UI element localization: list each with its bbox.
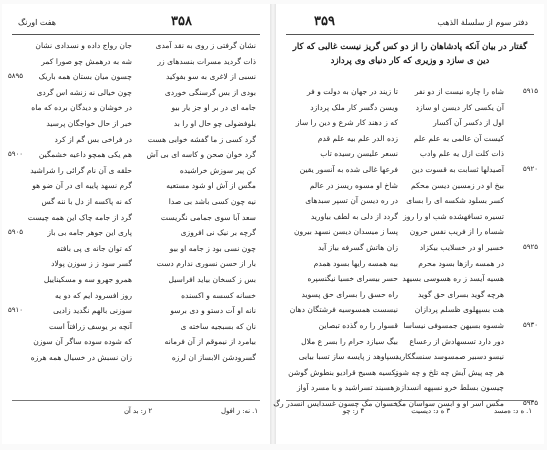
- hemistich: که شوده سوده ساگر آن سوزن: [33, 337, 132, 347]
- hemistich: چون نسی بود ز جامه او بیو: [169, 243, 256, 253]
- verse-number: ۵۸۹۵: [8, 72, 24, 81]
- hemistich: دور دارد تسسهادش از رعساع: [409, 336, 504, 346]
- right-page-header: [286, 14, 534, 35]
- verse-line: [2, 54, 270, 70]
- verse-line: [276, 100, 544, 116]
- hemistich: تکسیه هسیج قرادیو بنطوش گوشن: [288, 367, 398, 377]
- hemistich: آصیدلها ثسابت به قسوت دین: [411, 164, 504, 174]
- hemistich: بیخ او در زمسین دیسن محکم: [410, 180, 504, 190]
- hemistich: شساه را از فریب نفس حرون: [409, 227, 504, 237]
- verse-line: [2, 256, 270, 272]
- left-running-head: هفت اورنگ: [18, 18, 56, 27]
- verse-line: [276, 84, 544, 100]
- hemistich: چون خیالی نه زنشه اس گردی: [36, 87, 132, 97]
- hemistich: گرد خوان صحن و کاسه ای بی آش: [146, 150, 256, 160]
- hemistich: زان هاتش گسرفه بیاز آید: [318, 242, 398, 252]
- hemistich: چسون میان بستان همه باریک: [38, 72, 132, 82]
- hemistich: کیست آن عالمی به علم علم: [413, 133, 504, 143]
- verse-line: [276, 271, 544, 287]
- hemistich: روز افسرود ایم که دو یه: [54, 290, 132, 300]
- verse-number: ۵۹۱۵: [522, 87, 538, 95]
- hemistich: بار از حسن نسوری ندارم دست: [156, 259, 256, 269]
- verse-line: [276, 178, 544, 194]
- hemistich: اول از دکسر آن آکسار: [433, 118, 504, 128]
- verse-line: [276, 334, 544, 350]
- hemistich: شاه را چاره نیست از دو نفر: [414, 87, 504, 96]
- left-page-header: [12, 14, 260, 35]
- hemistich: خبر از حال خواجگان پرسید: [46, 118, 132, 128]
- hemistich: راه حسق را بسرای حق پسوید: [301, 289, 398, 299]
- hemistich: کسر بسلود شکسه ای را بسای: [406, 196, 504, 206]
- hemistich: ذات کلت ازل یه علم وادب: [419, 149, 504, 159]
- hemistich: تا زیند در جهان به دولت و فر: [306, 87, 398, 96]
- verse-line: [2, 147, 270, 163]
- hemistich: سعد آبا سوی جمامی نگریست: [160, 212, 256, 222]
- hemistich: حسر بیسرای خسیا نیگنسپره: [307, 274, 398, 284]
- hemistich: هرچه گوید بسرای حق گوید: [417, 289, 504, 299]
- verse-line: [2, 116, 270, 132]
- hemistich: جان رواج داده و نسدادی نشان: [35, 41, 132, 50]
- hemistich: هسیه آیسد ز ره هسوسی بسیهد: [402, 274, 504, 284]
- hemistich: زهسیند تسراشید و با مسرد آواز: [297, 383, 398, 393]
- hemistich: نسپاوهد ز پایسه ساز تسبا بیایی: [298, 352, 398, 362]
- hemistich: قسوار را ره گذده تبصاین: [318, 320, 398, 330]
- hemistich: نسعر علیسن رسیده تاب: [320, 149, 398, 159]
- hemistich: در فراخی بس گم از کرد: [54, 134, 132, 144]
- hemistich: نان که بسبجیه ساخته ی: [180, 321, 256, 331]
- hemistich: همرو جهرو سه و مسکیناییل: [43, 274, 132, 284]
- verse-line: [2, 288, 270, 304]
- verse-number: ۵۹۰۰: [8, 150, 24, 159]
- hemistich: گسر سود ز ز سوزن پولاد: [51, 259, 132, 269]
- verse-line: [2, 334, 270, 350]
- right-page-number: ۳۵۹: [314, 14, 335, 29]
- hemistich: ذات گردید مسرات بنسدهای زر: [157, 56, 256, 66]
- right-verse-block: [273, 84, 544, 411]
- section-heading-line: دین ی سازد و وزیری که کار دنیای وی پردازد: [330, 56, 490, 66]
- hemistich: تسیره تسافهشده شب او را روز: [403, 211, 504, 221]
- verse-line: [276, 240, 544, 256]
- hemistich: پسا ز میسدان دیسن نسهد بیرون: [293, 227, 398, 237]
- hemistich: مگس اسر او و ابسن سواسان مگ: [395, 398, 504, 408]
- verse-line: [276, 146, 544, 162]
- left-footnotes: [12, 407, 260, 421]
- footnote: ۳ ه د: دیسیت: [411, 407, 450, 415]
- hemistich: مگس از آش او شود مستعیه: [166, 181, 256, 191]
- verse-line: [276, 287, 544, 303]
- hemistich: شسوه بسیهن جمسوفی نیساسا: [403, 320, 504, 330]
- hemistich: که نه پاکسه از دل با ننه گس: [41, 196, 132, 206]
- verse-line: [2, 85, 270, 101]
- hemistich: جامه ای در بر او جز یار بیو: [171, 103, 256, 113]
- hemistich: آن یکسی کار دیسن او سازد: [415, 102, 504, 112]
- footnote: ۲ ز: بد آن: [123, 407, 152, 415]
- verse-line: [276, 224, 544, 240]
- footnote: ۱. ه د: ه‌مسد: [493, 407, 532, 415]
- verse-line: [2, 241, 270, 257]
- verse-line: [276, 131, 544, 147]
- hemistich: بس ز کسخان بیاید افراسیل: [168, 274, 256, 284]
- hemistich: پاری این جوهر جامه بی باز: [47, 228, 132, 238]
- right-footnote-rule: [286, 400, 534, 401]
- hemistich: در خوشان و دیدگان برده که ماه: [31, 103, 132, 113]
- footnote: ۱. نه: ز افول: [221, 407, 258, 415]
- verse-number: ۵۹۳۵: [522, 398, 538, 407]
- verse-number: ۵۹۲۵: [522, 242, 538, 251]
- verse-line: [2, 303, 270, 319]
- verse-line: [276, 115, 544, 131]
- hemistich: کن پیر سوزش خراشیده: [179, 165, 256, 175]
- hemistich: نیسست همسوسیه فرشتگان دهان: [289, 305, 398, 315]
- right-running-head: دفتر سوم از سلسلة الذهب: [437, 18, 528, 27]
- hemistich: بیگ سیازد حرام را بسر ع ملال: [301, 336, 398, 346]
- right-page: [273, 4, 544, 444]
- hemistich: که توان جانه ی پی بافته: [56, 243, 132, 253]
- footnote: ۳ ز: چو: [342, 407, 364, 415]
- verse-line: [276, 302, 544, 318]
- verse-line: [2, 163, 270, 179]
- hemistich: زان نسبش در خسیال همه هرزه: [30, 352, 132, 362]
- verse-line: [276, 256, 544, 272]
- verse-line: [2, 132, 270, 148]
- hemistich: حلقه ی آن نام گرائی را شراشید: [30, 165, 132, 175]
- hemistich: در ره دیسن آن تسپر سبدهای: [305, 196, 398, 206]
- hemistich: شاخ او مسوه ریسز در عالم: [309, 180, 398, 190]
- verse-line: [2, 178, 270, 194]
- hemistich: گسرودشن الابساز ان لرزه: [171, 352, 256, 362]
- verse-line: [276, 365, 544, 381]
- hemistich: بودی از بس گرسنگی خوردی: [164, 87, 256, 97]
- verse-line: [2, 38, 270, 54]
- hemistich: هم یکی همچو داعیه خشمگین: [38, 150, 132, 160]
- hemistich: چیسون بسلط خرو نسپهه انسدازه: [396, 383, 504, 393]
- hemistich: که ز دهند کار شرع و دین را ساز: [295, 118, 398, 128]
- verse-line: [2, 272, 270, 288]
- left-page-number: ۳۵۸: [171, 14, 192, 29]
- verse-line: [276, 162, 544, 178]
- hemistich: هر چه پیش آیش چه تلخ و چه شور: [395, 367, 504, 377]
- hemistich: آنچه بر یوسف زرافتاً است: [48, 321, 132, 331]
- verse-number: ۵۹۱۰: [8, 306, 24, 315]
- hemistich: نشان گرفتی ز روی به نقد آمدی: [155, 41, 256, 50]
- hemistich: زده الدر علم بیه علم قدم: [317, 133, 398, 143]
- verse-line: [2, 225, 270, 241]
- hemistich: بلوفضولی چو حال او را بد: [173, 118, 256, 128]
- hemistich: هت بسپهلوی ظسلم پردازان: [414, 305, 504, 315]
- hemistich: خسانه کسسه و اکسنده: [181, 290, 256, 300]
- hemistich: گرد از جامه چاک این همه چیست: [27, 212, 132, 222]
- verse-line: [2, 319, 270, 335]
- verse-line: [276, 209, 544, 225]
- verse-line: [276, 318, 544, 334]
- hemistich: نسبی از لاغری به سو بفوکید: [165, 72, 256, 82]
- verse-line: [276, 380, 544, 396]
- hemistich: خسیر او در خسلایب بیکزاد: [419, 242, 504, 252]
- hemistich: خسوان مگ چسون غسدایس انسدر رگ: [273, 398, 398, 408]
- verse-line: [2, 194, 270, 210]
- verse-line: [2, 350, 270, 366]
- hemistich: گرچه بر نیک نی افروزی: [180, 228, 256, 238]
- verse-line: [276, 193, 544, 209]
- hemistich: سوزنی بالهم نگدید زادیی: [53, 306, 132, 316]
- verse-line: [2, 100, 270, 116]
- hemistich: در همسه رازها بسود محرم: [418, 258, 504, 268]
- left-page: [2, 4, 270, 444]
- hemistich: شه به درهمش چو صورا کمر: [41, 56, 132, 66]
- hemistich: گرم نسهد پاییه ای در آن ضو هو: [32, 181, 132, 191]
- hemistich: نیه چون کسی باشد بی صدا: [168, 196, 256, 206]
- verse-line: [2, 69, 270, 85]
- hemistich: فرعها غالی شده به آنسور یقین: [299, 164, 398, 174]
- verse-line: [2, 210, 270, 226]
- section-heading: [276, 40, 544, 68]
- hemistich: نیسو دسبیر صمسوسد سنسگکارید: [395, 352, 504, 362]
- left-footnote-rule: [12, 400, 260, 401]
- right-footnotes: [286, 407, 534, 421]
- hemistich: ویسن دگسر کار ملک پردازد: [310, 102, 398, 112]
- verse-number: ۵۹۳۰: [522, 320, 538, 329]
- verse-number: ۵۹۰۵: [8, 228, 24, 237]
- section-heading-line: گفتار در بیان آنکه پادشاهان را از دو کس گریز نیست غالبی که کار: [292, 42, 528, 52]
- hemistich: نانه او آت دستو و دی برسو: [170, 306, 256, 316]
- hemistich: گردد از دلی به لطف بیاورید: [310, 211, 398, 221]
- verse-line: [276, 349, 544, 365]
- hemistich: گرد کسی ز ما گفشه خوابی هست: [147, 134, 256, 144]
- hemistich: بیه همسه رایها بسود همدم: [313, 258, 398, 268]
- verse-number: ۵۹۲۰: [522, 164, 538, 173]
- left-verse-block: [2, 38, 270, 365]
- hemistich: بیامرد از نیموقم از آن فرمانه: [164, 337, 256, 347]
